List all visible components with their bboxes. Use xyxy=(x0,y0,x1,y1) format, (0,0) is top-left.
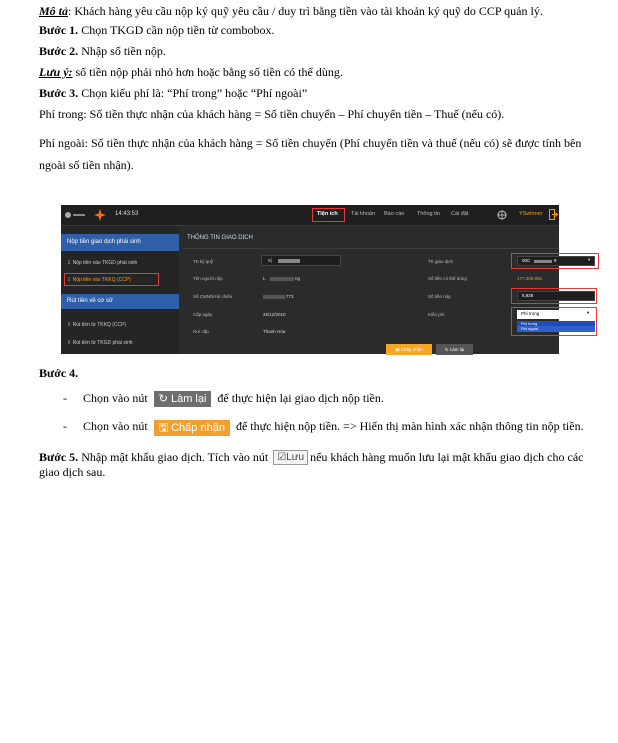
step-5-post: nếu khách hàng muốn lưu lại mật khẩu giao dịch cho các giao dịch sau. xyxy=(39,449,584,480)
nav-utilities[interactable]: Tiện ích xyxy=(317,211,338,217)
nav-account[interactable]: Tài khoản xyxy=(351,211,376,217)
label-name: Tên người nộp xyxy=(193,276,223,281)
reset-inline-label: Làm lại xyxy=(170,393,207,406)
value-amount: 5,928 xyxy=(522,293,534,298)
masked-block xyxy=(270,277,294,281)
input-tkkq[interactable] xyxy=(261,255,341,266)
step-5-pre: Nhập mật khẩu giao dịch. Tích vào nút xyxy=(78,449,269,464)
save-icon: 🖫 xyxy=(158,421,172,434)
accept-label: Chấp nhận xyxy=(400,347,423,352)
note-text: số tiền nộp phải nhỏ hơn hoặc bằng số tiền có thể dùng. xyxy=(72,65,343,79)
value-available: 177,385,992 xyxy=(517,276,543,281)
sidebar-item-deposit-ccp[interactable]: ⇩ Nộp tiền vào TKKQ (CCP) xyxy=(67,277,131,283)
step-2-text: Nhập số tiền nộp. xyxy=(78,44,166,58)
intro-paragraph xyxy=(39,4,584,19)
app-main-panel xyxy=(183,226,591,354)
step-3 xyxy=(39,86,584,101)
highlight-nav-box xyxy=(312,208,345,222)
app-topbar xyxy=(61,205,559,226)
globe-icon[interactable] xyxy=(497,210,507,220)
label-tkkq: TK ký quỹ xyxy=(193,259,214,264)
label-date: Cấp ngày xyxy=(193,312,213,317)
sidebar-head-withdraw[interactable]: Rút tiền về cơ sở xyxy=(61,294,179,309)
sidebar-item-label: Nộp tiền vào TKGD phái sinh xyxy=(72,260,138,266)
value-date: 25/12/2010 xyxy=(263,312,286,317)
value-tkgd-a: 00C xyxy=(522,258,531,263)
step-5 xyxy=(39,450,584,481)
step-3-label: Bước 3. xyxy=(39,86,79,100)
highlight-tkgd-box xyxy=(511,253,599,269)
sidebar-item-withdraw-tkgd[interactable]: ⇧ Rút tiền từ TKGD phái sinh xyxy=(67,340,133,346)
brand-logo-icon xyxy=(64,208,108,222)
panel-title: THÔNG TIN GIAO DỊCH xyxy=(187,235,253,241)
step-1-label: Bước 1. xyxy=(39,23,79,37)
value-tkkq: 0( xyxy=(268,258,273,263)
step-5-label: Bước 5. xyxy=(39,449,79,464)
highlight-fee-box xyxy=(511,307,597,336)
nav-info[interactable]: Thông tin xyxy=(417,211,440,217)
save-checkbox-label: Lưu xyxy=(286,452,305,464)
masked-block xyxy=(263,295,285,299)
accept-inline-label: Chấp nhận xyxy=(171,421,225,434)
sidebar-item-withdraw-ccp[interactable]: ⇧ Rút tiền từ TKKQ (CCP) xyxy=(67,322,127,328)
option-label: Phí trong xyxy=(521,320,538,326)
intro-text: : Khách hàng yêu cầu nộp ký quỹ yêu cầu / duy trì bằng tiền vào tài khoản ký quỹ do CCP quản lý. xyxy=(68,4,543,18)
label-fee: Kiểu phí xyxy=(428,312,445,317)
step-4-bullet-2 xyxy=(39,419,584,435)
bullet-2-pre: Chọn vào nút xyxy=(83,419,148,434)
note-label: Lưu ý: xyxy=(39,65,73,79)
label-available: Số tiền có thể dùng xyxy=(428,276,467,281)
accept-button-inline xyxy=(154,420,230,436)
value-name-a: L xyxy=(263,276,266,281)
app-sidebar xyxy=(61,226,179,354)
document-body-lower xyxy=(39,366,584,480)
fee-inside: Phí trong: Số tiền thực nhận của khách hàng = Số tiền chuyển – Phí chuyển tiền – Thuế (nếu có). xyxy=(39,107,505,121)
user-name[interactable]: YSwinner xyxy=(519,211,543,217)
value-fee: Phí trong xyxy=(521,311,540,316)
save-icon: ▣ xyxy=(395,347,401,352)
fee-outside: Phí ngoài: Số tiền thực nhận của khách hàng = Số tiền chuyển (Phí chuyển tiền và thuế (nếu có) sẽ được tính bên ngoài số tiền nhận). xyxy=(39,136,582,172)
intro-label: Mô tả xyxy=(39,4,69,18)
sidebar-item-label: Rút tiền từ TKGD phái sinh xyxy=(72,340,133,346)
nav-settings[interactable]: Cài đặt xyxy=(451,211,469,217)
checkbox-icon: ☑ xyxy=(277,452,287,464)
step-2-label: Bước 2. xyxy=(39,44,79,58)
highlight-sidebar-box xyxy=(64,273,159,286)
sidebar-head-deposit[interactable]: Nộp tiền giao dịch phái sinh xyxy=(61,234,179,251)
divider xyxy=(183,248,559,249)
document-body xyxy=(39,4,584,176)
refresh-icon: ↻ xyxy=(158,393,171,406)
accept-button[interactable] xyxy=(386,344,432,355)
chevron-down-icon: ▾ xyxy=(587,310,590,315)
value-id: 773 xyxy=(286,294,294,299)
sidebar-item-deposit-tkgd[interactable]: ⇩ Nộp tiền vào TKGD phái sinh xyxy=(67,260,138,266)
bullet-dash: - xyxy=(63,391,67,405)
label-amount: Số tiền nộp xyxy=(428,294,451,299)
sidebar-item-label: Nộp tiền vào TKKQ (CCP) xyxy=(72,277,131,283)
step-2 xyxy=(39,44,584,59)
label-tkgd: TK giao dịch xyxy=(428,259,454,264)
masked-block xyxy=(278,259,300,263)
step-3-text: Chọn kiểu phí là: “Phí trong” hoặc “Phí ngoài” xyxy=(78,86,308,100)
reset-label: Làm lại xyxy=(449,347,465,352)
note xyxy=(39,65,584,80)
value-name-b: ng xyxy=(295,276,301,281)
step-1 xyxy=(39,23,584,38)
highlight-amount-box xyxy=(511,288,597,304)
option-label: Phí ngoài xyxy=(521,326,538,331)
label-place: Nơi cấp xyxy=(193,329,209,334)
refresh-icon: ↻ xyxy=(444,347,450,352)
logout-icon[interactable] xyxy=(549,209,558,220)
save-checkbox-inline xyxy=(273,450,308,465)
step-4-label: Bước 4. xyxy=(39,366,79,380)
bullet-2-post: để thực hiện nộp tiền. => Hiển thị màn hình xác nhận thông tin nộp tiền. xyxy=(235,419,584,434)
bullet-dash: - xyxy=(63,419,67,434)
clock-text: 14:43:53 xyxy=(115,211,139,217)
value-tkgd-b: 9 xyxy=(554,258,557,263)
label-id: Số CMND/Hộ chiếu xyxy=(193,294,233,299)
step-4 xyxy=(39,366,584,381)
value-place: Thanh Hóa xyxy=(263,329,286,334)
reset-button-inline xyxy=(154,391,212,407)
sidebar-item-label: Rút tiền từ TKKQ (CCP) xyxy=(72,322,127,328)
bullet-1-post: để thực hiện lại giao dịch nộp tiền. xyxy=(217,391,384,405)
bullet-1-pre: Chọn vào nút xyxy=(83,391,148,405)
app-screenshot xyxy=(61,205,591,354)
step-1-text: Chọn TKGD cần nộp tiền từ combobox. xyxy=(78,23,275,37)
step-4-bullet-1 xyxy=(39,391,584,407)
chevron-down-icon: ▾ xyxy=(588,257,591,262)
nav-reports[interactable]: Báo cáo xyxy=(384,211,405,217)
reset-button[interactable] xyxy=(436,344,473,355)
